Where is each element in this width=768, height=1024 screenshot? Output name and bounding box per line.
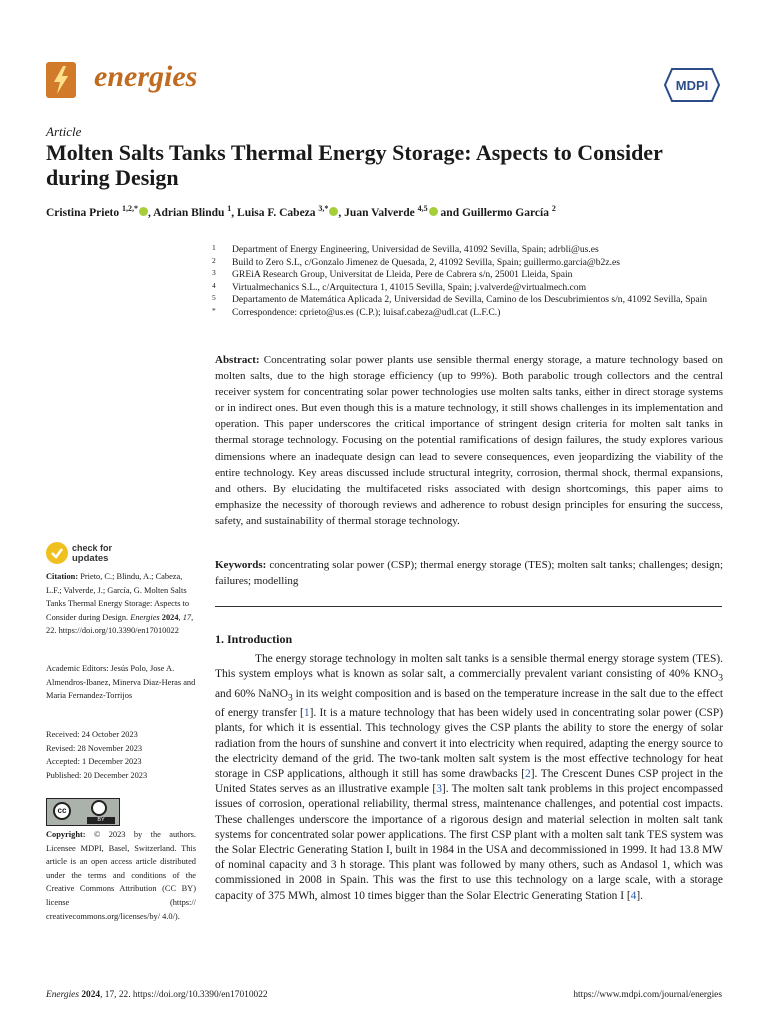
affiliation-text: Departamento de Matemática Aplicada 2, Universidad de Sevilla, Camino de los Descubrimientos s/n, 41092 Sevilla, Spain (232, 294, 708, 306)
intro-text: in its weight composition and is based on the temperature increase in the salt due to the effect of energy transfer [ (215, 687, 723, 720)
affiliation-item (212, 244, 732, 257)
academic-editors: Academic Editors: Jesús Polo, Jose A. Almendros-Ibanez, Minerva Diaz-Heras and Maria Fernandez-Torrijos (46, 664, 196, 701)
abstract-label: Abstract: (215, 354, 260, 366)
affiliation-text: Build to Zero S.L, c/Gonzalo Jimenez de Quesada, 2, 41092 Sevilla, Spain; guillermo.garcia@b2z.es (232, 256, 620, 268)
affiliation-number: 5 (212, 293, 216, 303)
citation-doi[interactable]: , 22. https://doi.org/10.3390/en17010022 (46, 612, 194, 636)
subscript: 3 (287, 692, 293, 703)
person-icon (91, 800, 107, 816)
citation-journal: Energies (130, 612, 160, 622)
abstract-text: Concentrating solar power plants use sensible thermal energy storage, a mature technology based on molten salts, due to the high storage efficiency (up to 99%). Both parabolic trough collectors and the central receiver system for concentrating solar power technologies use molten salts tanks, either in direct storage systems or in indirect ones. But even though this is a mature technology, it still shows challenges in its implementation and operation. This paper underscores the critical importance of stringent design criteria for molten salt tanks in thermal storage technology. Focusing on the potential ramifications of design failures, the study explores various dimensions where an inadequate design can lead to severe consequences, even jeopardizing the viability of the entire technology. Key areas discussed include structural integrity, corrosion, thermal shock, thermal expansions, and others. By elucidating the multifaceted risks associated with design shortcomings, this paper aims to emphasize the necessity of thorough reviews and adherence to robust design principles for ensuring the success, safety, and sustainability of thermal storage technology. (215, 354, 724, 527)
author-affil-sup: 4,5 (417, 204, 428, 213)
author-name[interactable]: Luisa F. Cabeza (237, 206, 316, 219)
citation-link[interactable]: 4 (630, 889, 637, 902)
affiliation-number: 1 (212, 243, 216, 252)
keywords-label: Keywords: (215, 559, 267, 571)
article-type: Article (46, 124, 82, 139)
checkmark-icon (46, 542, 68, 564)
section-heading: 1. Introduction (215, 632, 293, 646)
cc-by-license-badge[interactable] (46, 798, 120, 826)
check-updates-line2: updates (72, 553, 109, 564)
author-list (46, 204, 726, 219)
citation-year: 2024 (161, 612, 179, 622)
affiliation-item (212, 257, 732, 270)
author-separator: , (148, 206, 154, 219)
citation-text: Prieto, C.; Blindu, A.; Cabeza, L.F.; Valverde, J.; García, G. Molten Salts Tanks Thermal Energy Storage: Aspects to Consider during Design. (46, 572, 190, 622)
citation-label: Citation: (46, 572, 79, 581)
intro-text: and 60% NaNO (215, 687, 288, 700)
abstract (215, 352, 723, 529)
copyright-text: © 2023 by the authors. Licensee MDPI, Basel, Switzerland. This article is an open access article distributed under the terms and conditions of the Creative Commons Attribution (CC BY) license (https:// creativecommons.org/licenses/by/ 4.0/). (46, 830, 197, 921)
affiliation-number: 4 (212, 280, 216, 290)
check-updates-line1: check for (72, 543, 113, 553)
affiliation-number: * (212, 305, 216, 315)
publication-dates (46, 728, 196, 782)
by-label: BY (87, 817, 115, 824)
author-name[interactable]: Cristina Prieto (46, 206, 120, 219)
orcid-icon[interactable] (429, 207, 438, 216)
lightning-bolt-icon (46, 62, 76, 98)
correspondence-text: Correspondence: cprieto@us.es (C.P.); luisaf.cabeza@udl.cat (L.F.C.) (232, 306, 501, 318)
footer-citation (46, 990, 268, 1000)
orcid-icon[interactable] (139, 207, 148, 216)
citation-link[interactable]: 2 (525, 767, 531, 780)
intro-text: ]. The Crescent Dunes CSP project in the United States serves as an illustrative example [ (215, 767, 723, 796)
affiliation-text: Virtualmechanics S.L., c/Arquitectura 1, 41015 Sevilla, Spain; j.valverde@virtualmech.com (232, 281, 587, 293)
received-date: Received: 24 October 2023 (46, 730, 138, 739)
author-name[interactable]: Guillermo García (461, 206, 549, 219)
affiliation-item (212, 269, 732, 282)
check-for-updates-badge[interactable] (46, 542, 166, 566)
affiliation-item (212, 282, 732, 295)
footer-year: 2024 (81, 990, 101, 1000)
article-title: Molten Salts Tanks Thermal Energy Storage: Aspects to Consider during Design (46, 140, 663, 190)
citation-link[interactable]: 1 (303, 707, 310, 720)
citation-block: Citation: Prieto, C.; Blindu, A.; Cabeza, L.F.; Valverde, J.; García, G. Molten Salts Tanks Thermal Energy Storage: Aspects to Consider during Design. Energies 2024, 17, 22. https://doi.org/10.3390/en17010022 (46, 572, 194, 636)
footer-doi[interactable]: , 17, 22. https://doi.org/10.3390/en17010022 (100, 990, 268, 1000)
intro-text: ]. The molten salt tank problems in this project encompassed issues of corrosion, operational reliability, thermal stress, maintenance challenges, and potential cost impacts. These challenges underscore the importance of a rigorous design and material selection in molten salt tank systems for concentrated solar power applications. The first CSP plant with a molten salt tank TES system was the Solar Electric Generating Station I, built in 1984 in the USA and decommissioned in 1999. It had 13.8 MW of nominal capacity and 3 h storage. This plant was followed by many others, such as Andasol 1, which was commissioned in 2008 in Spain. This was the first to use this technology on a large scale, with a storage capacity of 375 MWh, almost 10 times bigger than the Solar Electric Generating Station I [ (215, 783, 723, 902)
footer-journal: Energies (46, 990, 79, 1000)
section-divider (215, 606, 722, 607)
introduction-paragraph (215, 652, 723, 904)
affiliation-number: 3 (212, 268, 216, 278)
copyright-notice (46, 828, 196, 923)
author-affil-sup: 1 (227, 204, 232, 213)
correspondence-item (212, 307, 732, 320)
author-affil-sup: 2 (551, 204, 556, 213)
intro-text: ]. It is a mature technology that has been widely used in concentrating solar power (CSP) plants, for which it is essential. This technology gives the CSP plants the ability to store the energy of solar radiation from the hours of sunshine and convert it into electricity when required, adapting the energy source to the electricity demand of the grid. The two-tank molten salt system is the most effective technology for heat storage in CSP applications, although it still has some drawbacks [ (215, 707, 723, 780)
author-separator: , (231, 206, 238, 219)
citation-volume: 17 (182, 612, 192, 622)
affiliation-text: Department of Energy Engineering, Universidad de Sevilla, 41092 Sevilla, Spain; adrbli@us.es (232, 244, 599, 255)
mdpi-logo[interactable] (664, 68, 720, 102)
published-date: Published: 20 December 2023 (46, 770, 148, 780)
author-name[interactable]: Adrian Blindu (153, 206, 225, 219)
affiliation-text: GREiA Research Group, Universitat de Lleida, Pere de Cabrera s/n, 25001 Lleida, Spain (232, 269, 573, 281)
citation-link[interactable]: 3 (436, 783, 442, 796)
author-separator: , (338, 206, 345, 219)
affiliation-number: 2 (212, 255, 216, 265)
affiliation-item (212, 294, 732, 307)
author-affil-sup: 1,2,* (122, 204, 139, 213)
keywords (215, 557, 723, 589)
intro-text: The energy storage technology in molten salt tanks is a sensible thermal energy storage system (TES). This system employs what is known as solar salt, a commercially prevalent variant consisting of 40% KNO (215, 653, 723, 681)
affiliation-list (212, 244, 732, 320)
revised-date: Revised: 28 November 2023 (46, 743, 143, 753)
author-separator: and (437, 206, 462, 219)
footer-journal-url[interactable]: https://www.mdpi.com/journal/energies (573, 990, 722, 1000)
publisher-name: MDPI (675, 78, 709, 93)
copyright-label: Copyright: (46, 830, 86, 839)
intro-text: ]. (636, 889, 644, 902)
subscript: 3 (718, 673, 723, 684)
keywords-text: concentrating solar power (CSP); thermal energy storage (TES); molten salt tanks; challenges; design; failures; modelling (215, 559, 723, 587)
journal-name[interactable]: energies (94, 60, 198, 93)
journal-logo (46, 62, 76, 98)
cc-icon: cc (53, 802, 71, 820)
author-name[interactable]: Juan Valverde (344, 206, 415, 219)
author-affil-sup: 3,* (318, 204, 329, 213)
accepted-date: Accepted: 1 December 2023 (46, 757, 142, 767)
